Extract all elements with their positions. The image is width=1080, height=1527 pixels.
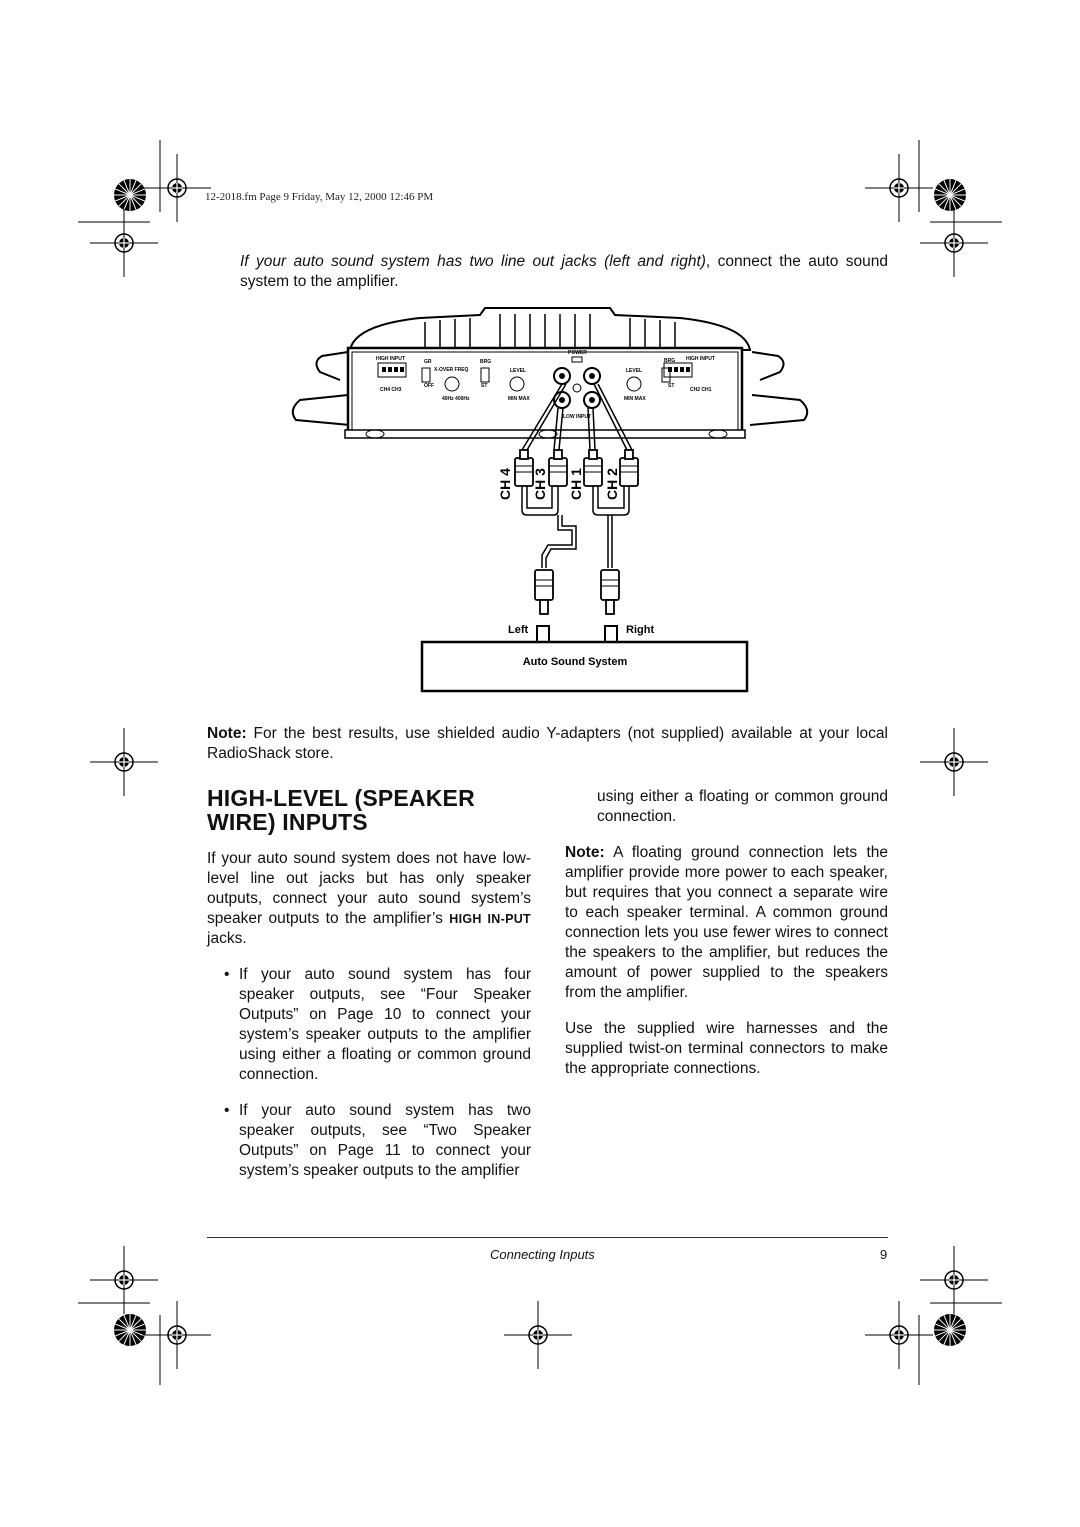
para-intro: If your auto sound system does not have low-level line out jacks but has only speaker outputs, connect your auto sound system’s speaker outputs to the amplifier’s HIGH IN-PUT jacks. bbox=[207, 850, 531, 947]
note-label: Note: bbox=[565, 844, 605, 861]
intro-paragraph bbox=[240, 252, 888, 292]
crosshair-icon bbox=[920, 1246, 988, 1314]
bullet-text: If your auto sound system has two speaker outputs, see “Two Speaker Outputs” on Page 11 to connect your system’s speaker outputs to the amplifier bbox=[239, 1102, 531, 1179]
panel-label: 40Hz 400Hz bbox=[442, 396, 470, 402]
note-floating-ground: Note: A floating ground connection lets the amplifier provide more power to each speaker, but requires that you connect a separate wire to each speaker terminal. A common ground connection lets you use fewer wires to connect the speakers to the amplifier, but reduces the amount of power supplied to the speakers from the amplifier. bbox=[565, 844, 888, 1001]
panel-label: HIGH INPUT bbox=[686, 356, 715, 362]
panel-label: LEVEL bbox=[626, 368, 643, 374]
page-number: 9 bbox=[880, 1247, 888, 1262]
crosshair-icon bbox=[504, 1301, 572, 1369]
heading-line-1: HIGH-LEVEL (SPEAKER bbox=[207, 785, 475, 811]
note-y-adapters bbox=[207, 724, 888, 764]
right-label: Right bbox=[626, 624, 655, 636]
bullet-four-speaker: • If your auto sound system has four speaker outputs, see “Four Speaker Outputs” on Page 10 to connect your system’s speaker outputs to the amplifier using either a floating or common ground connection. bbox=[224, 966, 531, 1083]
crosshair-icon bbox=[920, 728, 988, 796]
crosshair-icon bbox=[90, 209, 158, 277]
panel-label: ST bbox=[481, 383, 488, 389]
plug-label-ch1: CH 1 bbox=[568, 468, 584, 500]
plug-label-ch4: CH 4 bbox=[497, 468, 513, 500]
bullet-two-speaker: • If your auto sound system has two speaker outputs, see “Two Speaker Outputs” on Page 11 to connect your system’s speaker outputs to the amplifier bbox=[224, 1102, 531, 1179]
continued-bullet-text: using either a floating or common ground connection. bbox=[597, 788, 888, 825]
panel-label: LEVEL bbox=[510, 368, 527, 374]
note-label: Note: bbox=[207, 725, 247, 742]
plug-label-ch3: CH 3 bbox=[532, 468, 548, 500]
heading-line-2: WIRE) INPUTS bbox=[207, 809, 368, 835]
file-header: 12-2018.fm Page 9 Friday, May 12, 2000 12:46 PM bbox=[205, 191, 434, 203]
section-heading bbox=[207, 786, 537, 834]
crosshair-icon bbox=[865, 154, 933, 222]
crosshair-icon bbox=[90, 728, 158, 796]
crosshair-icon bbox=[143, 1301, 211, 1369]
high-input-term: HIGH IN-PUT bbox=[449, 912, 531, 926]
plug-label-ch2: CH 2 bbox=[604, 468, 620, 500]
left-label: Left bbox=[508, 624, 529, 636]
para-wire-harnesses: Use the supplied wire harnesses and the supplied twist-on terminal connectors to make the appropriate connections. bbox=[565, 1020, 888, 1077]
intro-rest: , connect the auto sound system to the amplifier. bbox=[240, 253, 888, 290]
panel-label: X-OVER FREQ bbox=[434, 367, 469, 373]
auto-sound-system-label: Auto Sound System bbox=[522, 656, 628, 668]
crosshair-icon bbox=[865, 1301, 933, 1369]
star-target-icon bbox=[114, 179, 146, 211]
panel-label: LOW INPUT bbox=[563, 414, 592, 420]
crosshair-icon bbox=[920, 209, 988, 277]
footer-section-title: Connecting Inputs bbox=[490, 1247, 595, 1262]
star-target-icon bbox=[934, 179, 966, 211]
crosshair-icon bbox=[90, 1246, 158, 1314]
star-target-icon bbox=[114, 1314, 146, 1346]
bullet-text: If your auto sound system has four speaker outputs, see “Four Speaker Outputs” on Page 10 to connect your system’s speaker outputs to the amplifier using either a floating or common ground connection. bbox=[239, 966, 531, 1083]
panel-label: MIN MAX bbox=[508, 396, 530, 402]
panel-label: MIN MAX bbox=[624, 396, 646, 402]
right-column bbox=[565, 787, 888, 1079]
star-target-icon bbox=[934, 1314, 966, 1346]
note-text: For the best results, use shielded audio Y-adapters (not supplied) available at your local RadioShack store. bbox=[207, 725, 888, 762]
left-column bbox=[207, 849, 531, 1181]
panel-label: GR bbox=[424, 359, 432, 365]
footer-rule bbox=[207, 1237, 888, 1238]
panel-label: CH4 CH3 bbox=[380, 387, 402, 393]
crosshair-icon bbox=[143, 154, 211, 222]
panel-label: BRG bbox=[664, 358, 676, 364]
panel-label: BRG bbox=[480, 359, 492, 365]
amplifier-diagram bbox=[290, 305, 810, 700]
panel-label: POWER bbox=[568, 350, 587, 356]
panel-label: OFF bbox=[424, 383, 434, 389]
panel-label: CH2 CH1 bbox=[690, 387, 712, 393]
panel-label: HIGH INPUT bbox=[376, 356, 405, 362]
intro-italic: If your auto sound system has two line out jacks (left and right) bbox=[240, 253, 706, 270]
panel-label: ST bbox=[668, 383, 675, 389]
